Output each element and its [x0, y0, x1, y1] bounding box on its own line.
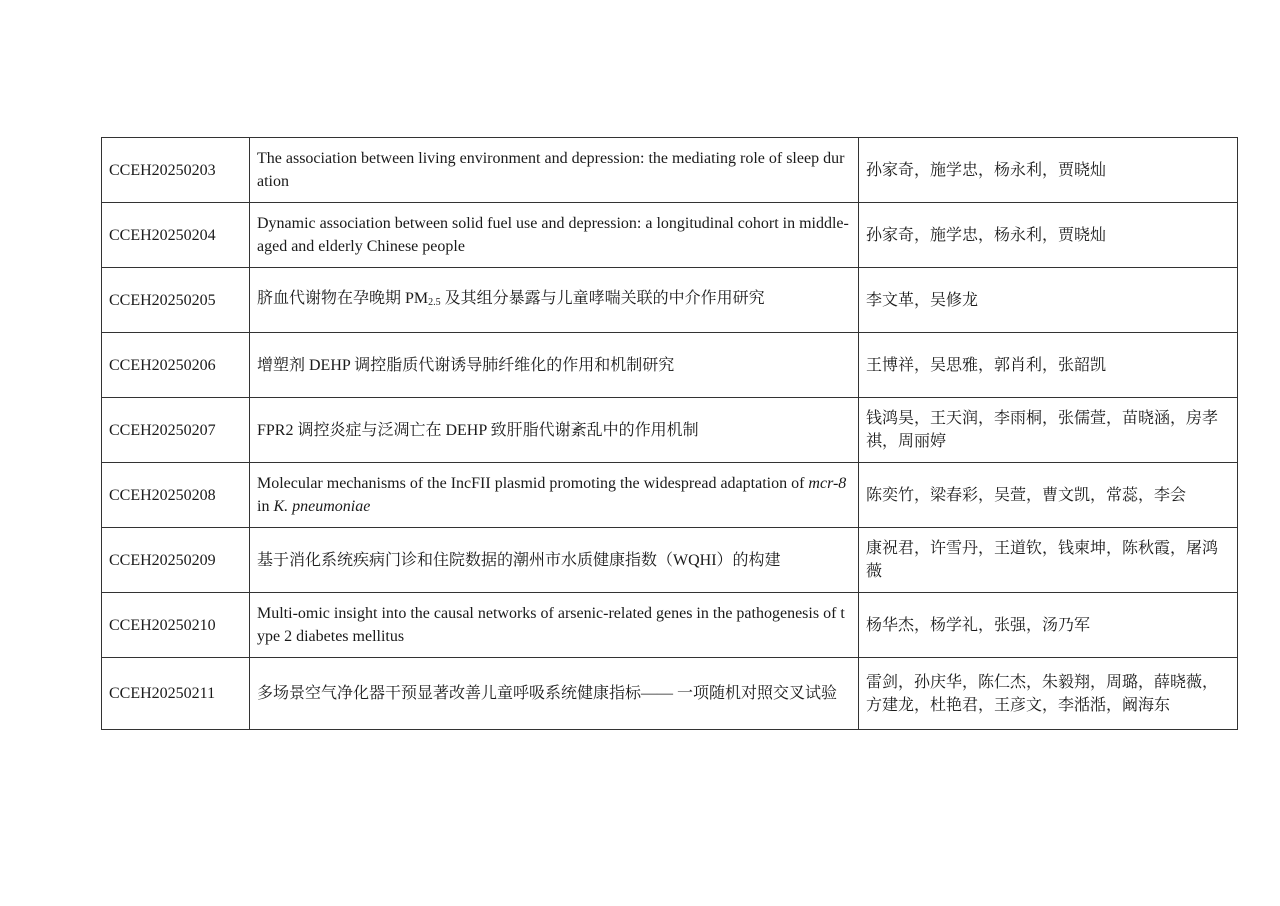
table-row — [102, 398, 1238, 463]
project-id: CCEH20250209 — [102, 528, 250, 593]
project-authors: 陈奕竹，梁春彩，吴萱，曹文凯，常蕊，李会 — [859, 463, 1238, 528]
project-title: Multi-omic insight into the causal networks of arsenic-related genes in the pathogenesis of type 2 diabetes mellitus — [250, 593, 859, 658]
project-authors: 孙家奇，施学忠，杨永利，贾晓灿 — [859, 203, 1238, 268]
title-part: 及其组分暴露与儿童哮喘关联的中介作用研究 — [440, 289, 765, 307]
project-authors: 王博祥，吴思雅，郭肖利，张韶凯 — [859, 333, 1238, 398]
table-row — [102, 333, 1238, 398]
project-title: 基于消化系统疾病门诊和住院数据的潮州市水质健康指数（WQHI）的构建 — [250, 528, 859, 593]
title-part: Molecular mechanisms of the IncFII plasmid promoting the widespread adaptation of — [257, 475, 809, 492]
project-table — [101, 137, 1238, 730]
project-authors: 钱鸿昊，王天润，李雨桐，张儒萱，苗晓涵，房孝祺，周丽婷 — [859, 398, 1238, 463]
project-title: 多场景空气净化器干预显著改善儿童呼吸系统健康指标—— 一项随机对照交叉试验 — [250, 658, 859, 730]
project-authors: 孙家奇，施学忠，杨永利，贾晓灿 — [859, 138, 1238, 203]
project-title — [250, 268, 859, 333]
project-title: FPR2 调控炎症与泛凋亡在 DEHP 致肝脂代谢紊乱中的作用机制 — [250, 398, 859, 463]
project-id: CCEH20250210 — [102, 593, 250, 658]
project-id: CCEH20250204 — [102, 203, 250, 268]
project-authors: 康祝君，许雪丹，王道钦，钱柬坤，陈秋霞，屠鸿薇 — [859, 528, 1238, 593]
project-authors: 杨华杰，杨学礼，张强，汤乃军 — [859, 593, 1238, 658]
project-id: CCEH20250203 — [102, 138, 250, 203]
title-part: in — [257, 498, 274, 515]
table-row — [102, 593, 1238, 658]
project-authors: 雷剑，孙庆华，陈仁杰，朱毅翔，周璐，薛晓薇，方建龙，杜艳君，王彦文，李湉湉，阚海东 — [859, 658, 1238, 730]
project-title: The association between living environment and depression: the mediating role of sleep duration — [250, 138, 859, 203]
table-row — [102, 658, 1238, 730]
subscript: 2.5 — [428, 296, 441, 308]
project-id: CCEH20250206 — [102, 333, 250, 398]
project-authors: 李文革，吴修龙 — [859, 268, 1238, 333]
italic-term: K. pneumoniae — [273, 498, 371, 515]
table-row — [102, 203, 1238, 268]
title-part: 脐血代谢物在孕晚期 PM — [257, 289, 429, 307]
project-id: CCEH20250211 — [102, 658, 250, 730]
table-row — [102, 268, 1238, 333]
project-id: CCEH20250205 — [102, 268, 250, 333]
project-title: 增塑剂 DEHP 调控脂质代谢诱导肺纤维化的作用和机制研究 — [250, 333, 859, 398]
project-id: CCEH20250207 — [102, 398, 250, 463]
project-title: Dynamic association between solid fuel use and depression: a longitudinal cohort in middle-aged and elderly Chinese people — [250, 203, 859, 268]
table-row — [102, 138, 1238, 203]
table-row — [102, 463, 1238, 528]
project-id: CCEH20250208 — [102, 463, 250, 528]
table-row — [102, 528, 1238, 593]
project-title — [250, 463, 859, 528]
italic-term: mcr-8 — [808, 475, 847, 492]
